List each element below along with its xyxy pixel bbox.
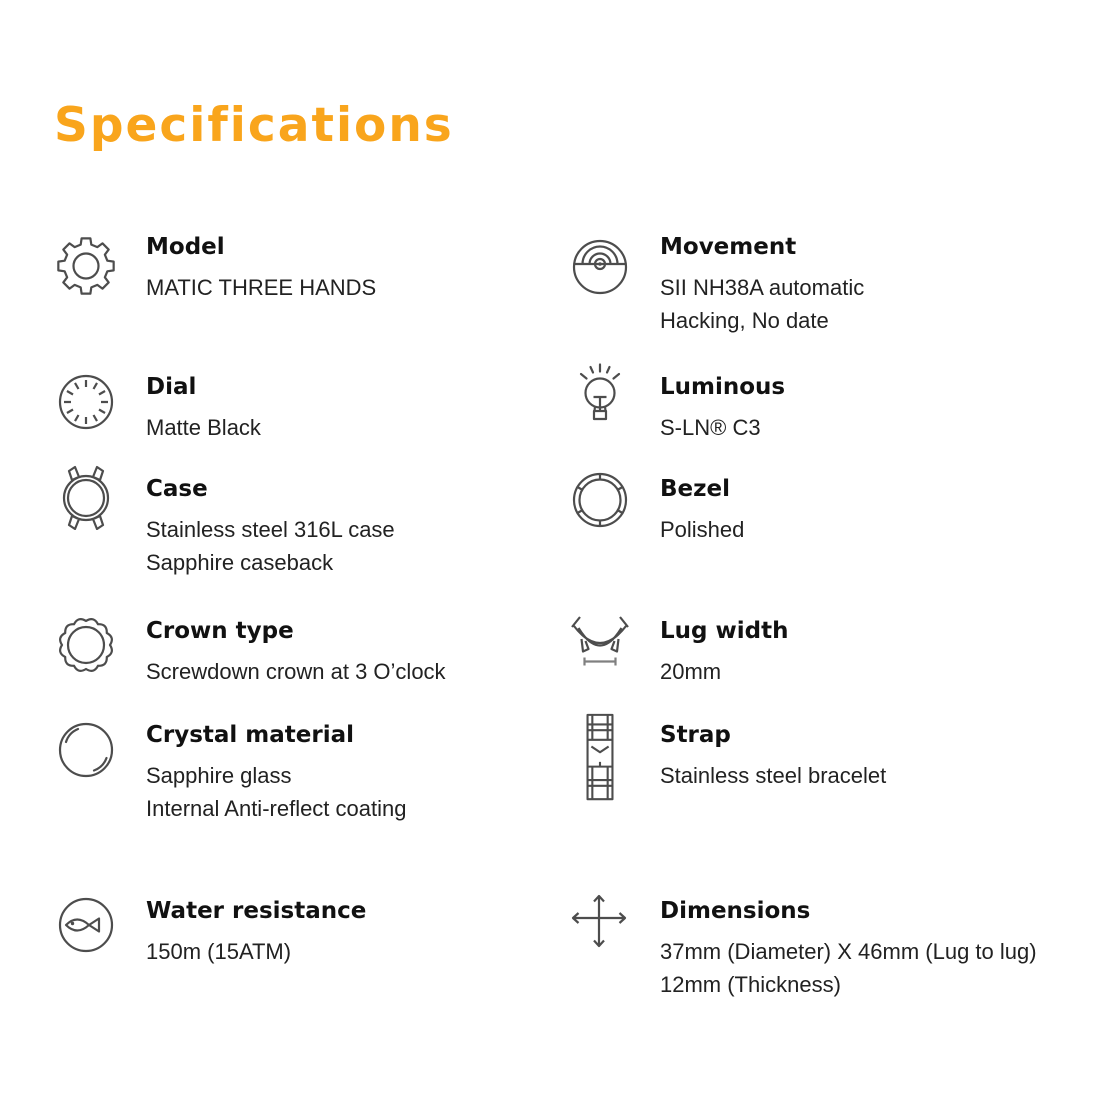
spec-value: MATIC THREE HANDS	[146, 275, 377, 300]
spec-value: S-LN® C3	[660, 415, 761, 440]
spec-label: Luminous	[660, 374, 786, 400]
crown-icon	[54, 613, 118, 677]
spec-label: Movement	[660, 234, 797, 260]
spec-label: Water resistance	[146, 898, 367, 924]
gear-icon	[54, 234, 118, 298]
page-title: Specifications	[54, 98, 454, 153]
spec-item-dial	[54, 372, 261, 444]
spec-value: Stainless steel 316L case	[146, 517, 395, 542]
bulb-icon	[568, 362, 632, 426]
spec-item-bezel	[568, 474, 744, 546]
spec-label: Strap	[660, 722, 731, 748]
spec-label: Lug width	[660, 618, 789, 644]
spec-value: 12mm (Thickness)	[660, 972, 841, 997]
spec-value: 20mm	[660, 659, 722, 684]
spec-value: Matte Black	[146, 415, 261, 440]
fish-icon	[54, 893, 118, 957]
spec-item-dimensions	[568, 896, 1037, 1001]
spec-value: SII NH38A automatic	[660, 275, 865, 300]
lug-width-icon	[568, 614, 632, 678]
spec-label: Dimensions	[660, 898, 811, 924]
spec-value: Stainless steel bracelet	[660, 763, 887, 788]
strap-icon	[568, 712, 632, 804]
spec-label: Model	[146, 234, 225, 260]
spec-item-model	[54, 232, 376, 304]
spec-item-lug-width	[568, 616, 788, 688]
movement-icon	[568, 234, 632, 298]
spec-value: 37mm (Diameter) X 46mm (Lug to lug)	[660, 939, 1037, 964]
spec-item-luminous	[568, 372, 785, 444]
spec-item-crown	[54, 616, 446, 688]
spec-label: Crystal material	[146, 722, 355, 748]
bezel-icon	[568, 468, 632, 532]
spec-value: 150m (15ATM)	[146, 939, 292, 964]
spec-label: Crown type	[146, 618, 294, 644]
spec-value: Sapphire caseback	[146, 550, 334, 575]
spec-item-case	[54, 474, 395, 579]
spec-label: Case	[146, 476, 208, 502]
spec-label: Dial	[146, 374, 197, 400]
spec-label: Bezel	[660, 476, 730, 502]
spec-value: Polished	[660, 517, 745, 542]
case-icon	[54, 464, 118, 530]
spec-item-crystal	[54, 720, 406, 825]
crystal-icon	[54, 718, 118, 782]
spec-item-water-resistance	[54, 896, 366, 968]
dial-icon	[54, 370, 118, 434]
spec-value: Internal Anti-reflect coating	[146, 796, 407, 821]
spec-item-movement	[568, 232, 864, 337]
spec-value: Hacking, No date	[660, 308, 829, 333]
spec-item-strap	[568, 720, 886, 804]
spec-value: Screwdown crown at 3 O’clock	[146, 659, 446, 684]
spec-value: Sapphire glass	[146, 763, 292, 788]
dimensions-icon	[568, 893, 632, 957]
